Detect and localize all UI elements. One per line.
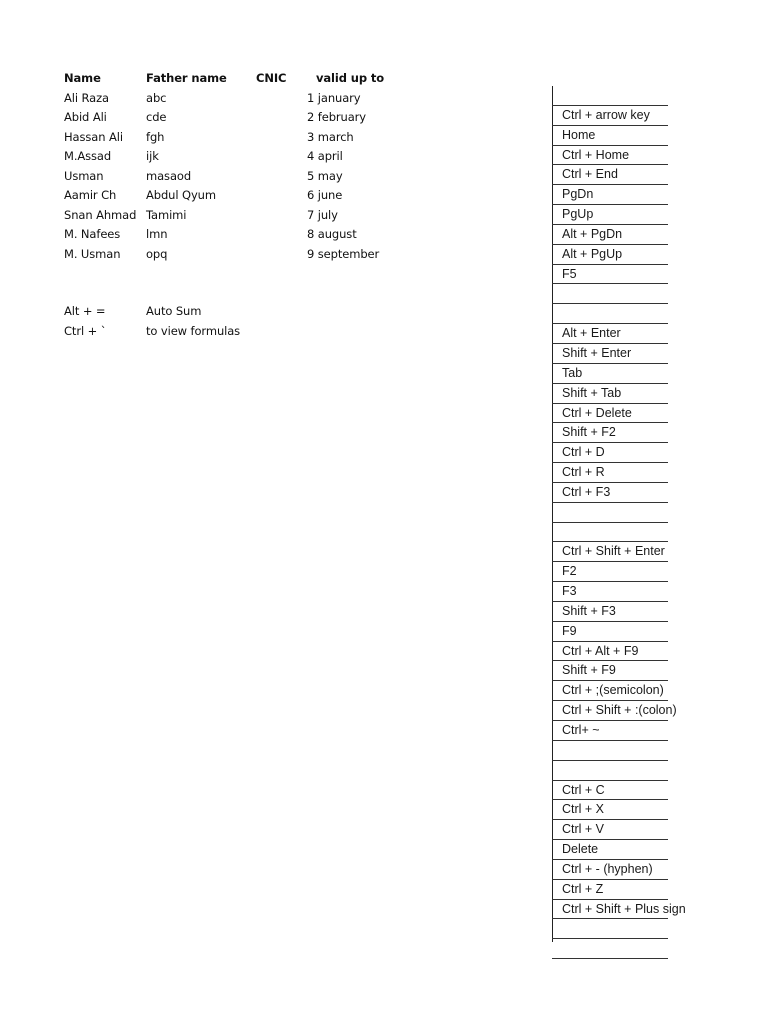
header-cnic[interactable]: CNIC	[256, 71, 287, 85]
shortcut-item	[552, 503, 668, 523]
table-row	[64, 147, 504, 167]
shortcut-item: Shift + F9	[552, 661, 668, 681]
cell-father-name[interactable]: lmn	[146, 227, 168, 241]
cell-valid-up-to[interactable]: 1 january	[307, 90, 361, 105]
shortcut-item: Ctrl + - (hyphen)	[552, 860, 668, 880]
note-row	[64, 302, 504, 322]
shortcut-item: Ctrl + F3	[552, 483, 668, 503]
empty-row[interactable]	[64, 283, 504, 302]
cell-valid-up-to[interactable]: 3 march	[307, 129, 354, 144]
shortcut-item: Ctrl + C	[552, 781, 668, 801]
table-row	[64, 89, 504, 109]
shortcut-item: PgDn	[552, 185, 668, 205]
header-valid-up-to[interactable]: valid up to	[316, 71, 385, 85]
note-description[interactable]: Auto Sum	[146, 304, 202, 318]
note-shortcut[interactable]: Ctrl + `	[64, 323, 107, 338]
shortcut-item: F2	[552, 562, 668, 582]
header-father-name[interactable]: Father name	[146, 71, 227, 85]
shortcut-item: Shift + F3	[552, 602, 668, 622]
empty-row[interactable]	[64, 264, 504, 283]
shortcut-item: Ctrl + Alt + F9	[552, 642, 668, 662]
shortcut-item: Ctrl + Shift + Enter	[552, 542, 668, 562]
shortcut-item: Ctrl + Delete	[552, 404, 668, 424]
cell-name[interactable]: Usman	[64, 168, 104, 183]
shortcut-item	[552, 741, 668, 761]
note-shortcut[interactable]: Alt + =	[64, 304, 106, 318]
cell-name[interactable]: M. Nafees	[64, 227, 121, 241]
cell-father-name[interactable]: Abdul Qyum	[146, 188, 216, 202]
shortcut-item: Alt + PgUp	[552, 245, 668, 265]
shortcut-item: Ctrl + Home	[552, 146, 668, 166]
shortcut-item: Ctrl + X	[552, 800, 668, 820]
shortcut-item: Tab	[552, 364, 668, 384]
shortcut-item: Ctrl + ;(semicolon)	[552, 681, 668, 701]
cell-name[interactable]: M. Usman	[64, 246, 121, 261]
header-name[interactable]: Name	[64, 71, 101, 85]
cell-father-name[interactable]: fgh	[146, 129, 165, 144]
shortcut-item	[552, 523, 668, 543]
cell-father-name[interactable]: opq	[146, 246, 168, 261]
shortcut-item: Ctrl + V	[552, 820, 668, 840]
shortcut-list	[552, 86, 686, 959]
table-row	[64, 206, 504, 226]
table-header-row	[64, 69, 504, 89]
shortcut-item: PgUp	[552, 205, 668, 225]
shortcut-item: Delete	[552, 840, 668, 860]
cell-father-name[interactable]: masaod	[146, 168, 192, 183]
note-row	[64, 322, 504, 342]
shortcut-item: Ctrl + End	[552, 165, 668, 185]
shortcut-item	[552, 939, 668, 959]
table-row	[64, 167, 504, 187]
shortcut-item	[552, 761, 668, 781]
shortcut-item: Alt + Enter	[552, 324, 668, 344]
cell-valid-up-to[interactable]: 6 june	[307, 188, 343, 202]
table-row	[64, 225, 504, 245]
shortcut-item: Ctrl + R	[552, 463, 668, 483]
cell-name[interactable]: Ali Raza	[64, 90, 109, 105]
table-row	[64, 186, 504, 206]
shortcut-item	[552, 86, 668, 106]
table-row	[64, 128, 504, 148]
shortcut-item: Shift + F2	[552, 423, 668, 443]
cell-valid-up-to[interactable]: 8 august	[307, 227, 357, 241]
cell-valid-up-to[interactable]: 7 july	[307, 207, 338, 222]
cell-name[interactable]: Hassan Ali	[64, 129, 123, 144]
shortcut-item	[552, 919, 668, 939]
cell-valid-up-to[interactable]: 9 september	[307, 246, 380, 261]
cell-father-name[interactable]: cde	[146, 110, 167, 124]
cell-name[interactable]: Abid Ali	[64, 110, 107, 124]
shortcut-item: F5	[552, 265, 668, 285]
shortcut-reference-image	[552, 86, 686, 942]
cell-father-name[interactable]: Tamimi	[146, 207, 187, 222]
shortcut-item: Shift + Tab	[552, 384, 668, 404]
shortcut-item: Ctrl + arrow key	[552, 106, 668, 126]
shortcut-item: Ctrl + Shift + Plus sign	[552, 900, 668, 920]
shortcut-item: Ctrl + Shift + :(colon)	[552, 701, 668, 721]
shortcut-item: Ctrl+ ~	[552, 721, 668, 741]
spreadsheet-area	[64, 69, 504, 341]
cell-valid-up-to[interactable]: 2 february	[307, 110, 366, 124]
cell-name[interactable]: Aamir Ch	[64, 188, 117, 202]
shortcut-item: Home	[552, 126, 668, 146]
shortcut-item	[552, 284, 668, 304]
shortcut-item: Shift + Enter	[552, 344, 668, 364]
shortcut-item: Ctrl + D	[552, 443, 668, 463]
cell-valid-up-to[interactable]: 5 may	[307, 168, 343, 183]
shortcut-item: F3	[552, 582, 668, 602]
cell-name[interactable]: Snan Ahmad	[64, 207, 137, 222]
shortcut-item: Ctrl + Z	[552, 880, 668, 900]
shortcut-item: F9	[552, 622, 668, 642]
note-description[interactable]: to view formulas	[146, 323, 241, 338]
table-row	[64, 245, 504, 265]
cell-father-name[interactable]: ijk	[146, 149, 159, 163]
cell-father-name[interactable]: abc	[146, 90, 167, 105]
table-row	[64, 108, 504, 128]
cell-name[interactable]: M.Assad	[64, 149, 112, 163]
shortcut-item	[552, 304, 668, 324]
cell-valid-up-to[interactable]: 4 april	[307, 149, 343, 163]
shortcut-item: Alt + PgDn	[552, 225, 668, 245]
